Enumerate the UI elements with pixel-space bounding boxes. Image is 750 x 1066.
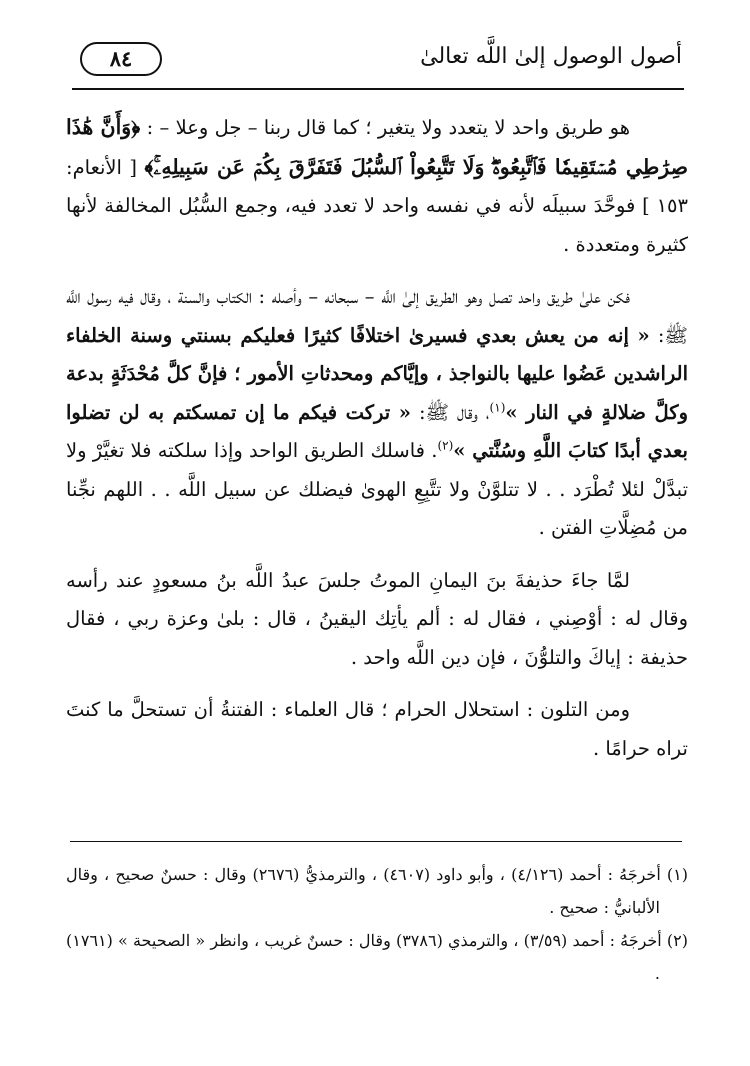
p2-part-a: فكن علىٰ طريق واحد تصل وهو الطريق إلىٰ اللَّه – سبحانه – وأصله : الكتاب والسنة ، وقال فيه رسول اللَّه ﷺ:: [66, 285, 688, 347]
quran-verse: ﴿وَأَنَّ هَٰذَا صِرَٰطِي مُسۡتَقِيمٗا فَٱتَّبِعُوهُۖ وَلَا تَتَّبِعُواْ ٱلسُّبُلَ فَتَفَرَّقَ بِكُمۡ عَن سَبِيلِهِۦۚ﴾: [66, 115, 688, 179]
p1-intro: هو طريق واحد لا يتعدد ولا يتغير ؛ كما قال ربنا – جل وعلا – :: [146, 116, 630, 139]
header-rule: [72, 88, 684, 90]
paragraph-3: لمَّا جاءَ حذيفةَ بنَ اليمانِ الموتُ جلسَ عبدُ اللَّه بنُ مسعودٍ عند رأسه وقال له : أوْصِني ، فقال له : ألم يأتِك اليقينُ ، قال : بلىٰ وعزة ربي ، فقال حذيفة : إياكَ والتلوُّنَ ، فإن دين اللَّه واحد .: [66, 568, 688, 669]
paragraph-1: [66, 108, 688, 264]
footnote-2: (٢) أخرجَهُ : أحمد (٣/٥٩) ، والترمذي (٣٧٨٦) وقال : حسنٌ غريب ، وانظر « الصحيحة » (١٧٦١) .: [66, 931, 688, 983]
footnote-ref-2[interactable]: (٢): [437, 438, 454, 453]
footnote-1: (١) أخرجَهُ : أحمد (٤/١٢٦) ، وأبو داود (٤٦٠٧) ، والترمذيُّ (٢٦٧٦) وقال : حسنٌ صحيح ، وقال الألبانيُّ : صحيح .: [66, 865, 688, 917]
p2-part-c: . فاسلك الطريق الواحد وإذا سلكته فلا تغيَّرْ ولا تبدَّلْ لئلا تُطْرَد . . لا تتلوَّنْ ولا تتَّبِعِ الهوىٰ فيضلك عن سبيل اللَّه . . اللهم نجِّنا من مُضِلَّاتِ الفتن .: [66, 439, 688, 539]
footnote-ref-1[interactable]: (١): [489, 400, 506, 414]
footnote-rule: [70, 841, 682, 842]
hadith-1: « إنه من يعش بعدي فسيرىٰ اختلافًا كثيرًا فعليكم بسنتي وسنة الخلفاء الراشدين عَضُوا عليها بالنواجذ ، وإيَّاكم ومحدثاتِ الأمور ؛ فإنَّ كلَّ مُحْدَثَةٍ بدعة وكلَّ ضلالةٍ في النار »: [66, 323, 689, 424]
p1-rest: [ الأنعام: ١٥٣ ] فوحَّدَ سبيلَه لأنه في نفسه واحد لا تعدد فيه، وجمع السُّبُل المخالفة لأنها كثيرة ومتعددة .: [66, 155, 688, 256]
running-title: أصول الوصول إلىٰ اللَّه تعالىٰ: [420, 44, 682, 69]
paragraph-2: [66, 278, 688, 548]
hadith-2: « تركت فيكم ما إن تمسكتم به لن تضلوا بعدي أبدًا كتابَ اللَّهِ وسُنَّتي »: [66, 400, 688, 462]
page-number-badge: ٨٤: [80, 42, 162, 76]
footnotes: [66, 858, 688, 990]
p2-part-b: ، وقال ﷺ:: [410, 400, 490, 424]
paragraph-4: ومن التلون : استحلال الحرام ؛ قال العلماء : الفتنةُ أن تستحلَّ ما كنتَ تراه حرامًا .: [66, 698, 688, 760]
main-text: [66, 108, 688, 782]
page-header: [72, 38, 682, 86]
